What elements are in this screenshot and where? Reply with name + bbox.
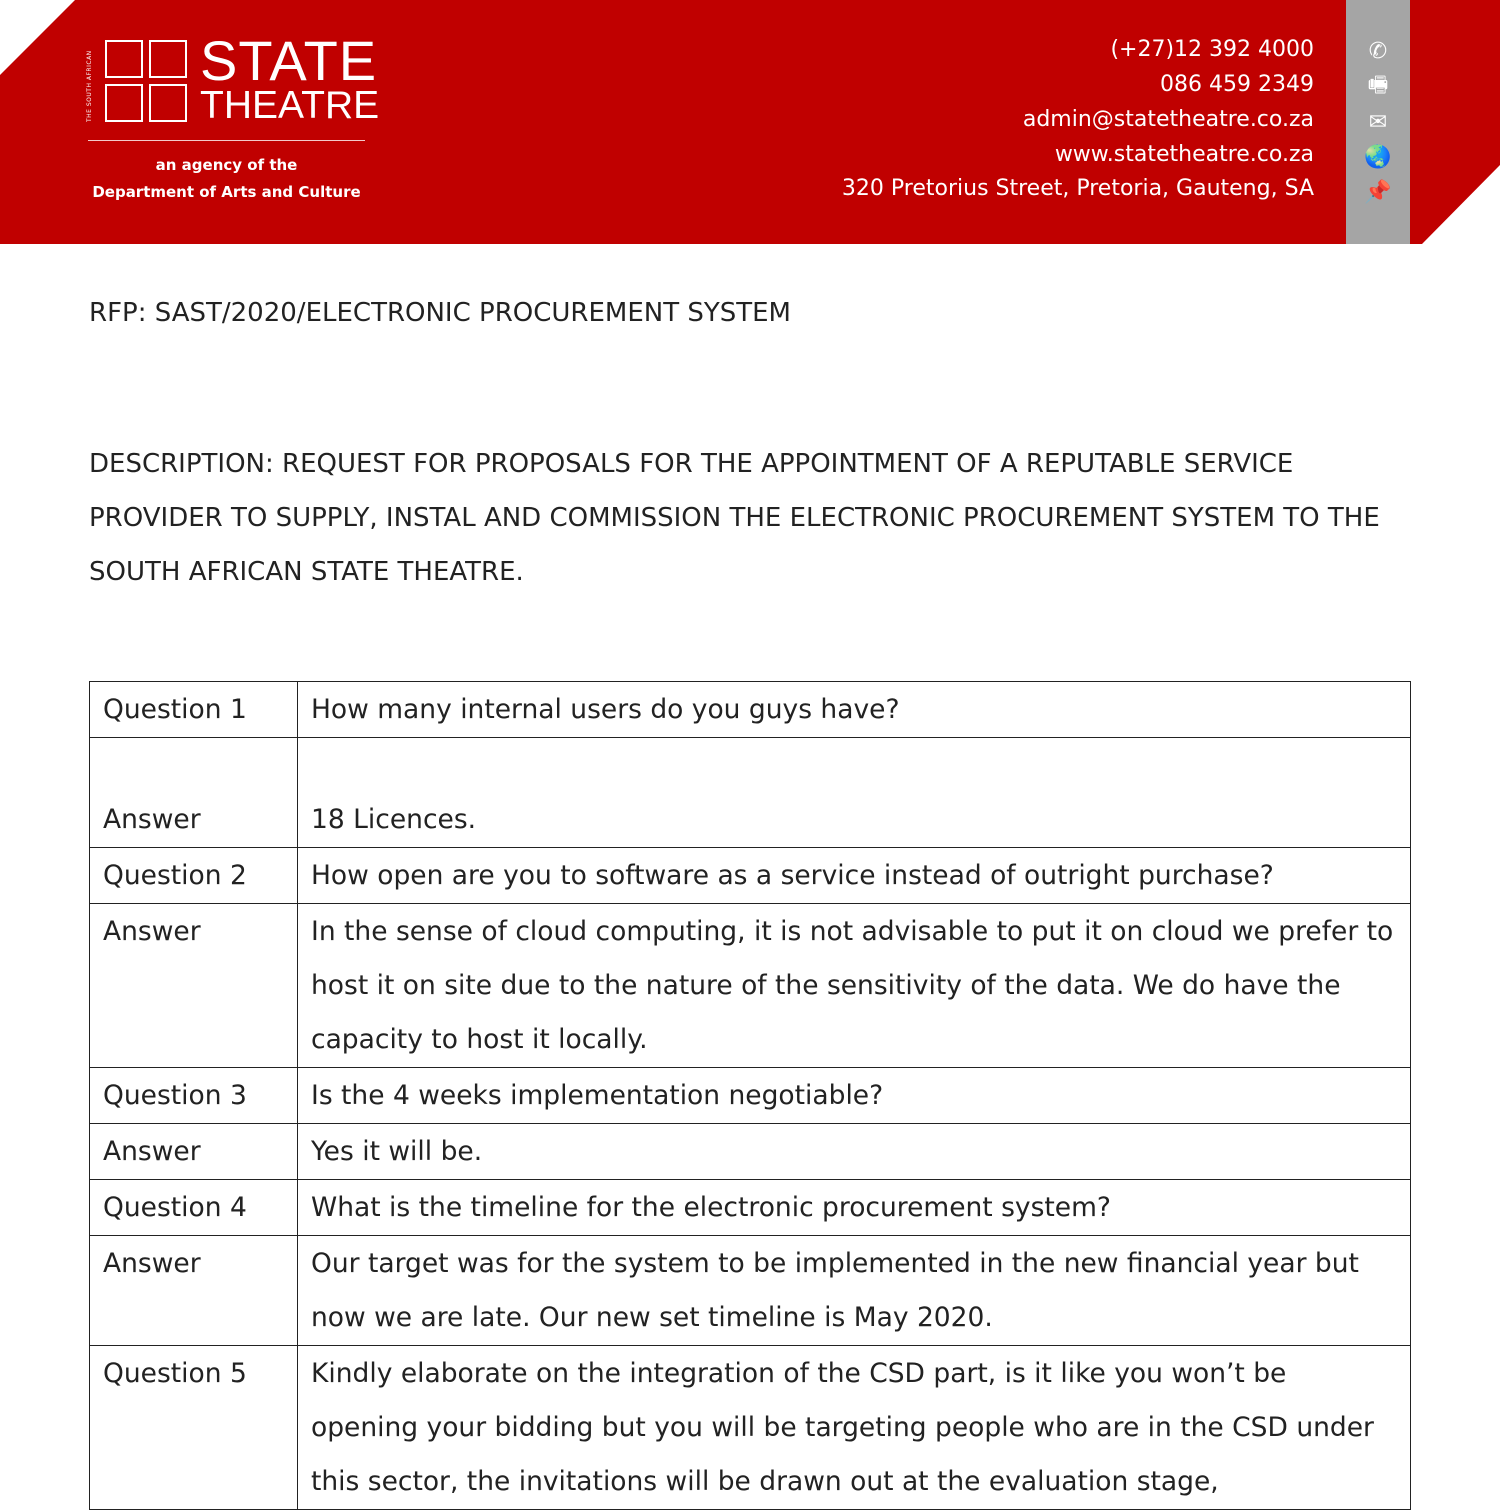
pin-icon: 📌 <box>1364 179 1392 205</box>
row-label: Answer <box>90 904 298 1068</box>
row-text: Is the 4 weeks implementation negotiable? <box>298 1068 1411 1124</box>
row-text: How open are you to software as a service instead of outright purchase? <box>298 848 1411 904</box>
table-row <box>90 738 1411 848</box>
row-label: Question 4 <box>90 1180 298 1236</box>
globe-icon: 🌏 <box>1364 144 1392 170</box>
contact-address: 320 Pretorius Street, Pretoria, Gauteng, SA <box>841 176 1314 201</box>
africa-tile-icon <box>149 40 187 78</box>
agency-line-1: an agency of the <box>155 156 298 174</box>
table-row <box>90 682 1411 738</box>
table-row <box>90 904 1411 1068</box>
agency-line-2: Department of Arts and Culture <box>92 183 361 201</box>
table-row <box>90 1124 1411 1180</box>
contact-website[interactable]: www.statetheatre.co.za <box>1054 142 1314 167</box>
row-label: Question 3 <box>90 1068 298 1124</box>
logo-divider <box>88 140 365 141</box>
qa-table <box>89 681 1411 1510</box>
mouth-tile-icon <box>149 84 187 122</box>
row-label: Answer <box>90 1124 298 1180</box>
phone-icon: ✆ <box>1368 38 1388 64</box>
row-text: 18 Licences. <box>298 738 1411 848</box>
logo-state: STATE <box>200 29 378 92</box>
logo-theatre: THEATRE <box>200 84 380 127</box>
table-row <box>90 1236 1411 1346</box>
mail-icon: ✉ <box>1368 109 1388 135</box>
row-text: How many internal users do you guys have? <box>298 682 1411 738</box>
table-row <box>90 1180 1411 1236</box>
table-row <box>90 848 1411 904</box>
rfp-reference: RFP: SAST/2020/ELECTRONIC PROCUREMENT SYSTEM <box>89 298 791 328</box>
rfp-description: DESCRIPTION: REQUEST FOR PROPOSALS FOR THE APPOINTMENT OF A REPUTABLE SERVICE PROVIDER TO SUPPLY, INSTAL AND COMMISSION THE ELECTRONIC PROCUREMENT SYSTEM TO THE SOUTH AFRICAN STATE THEATRE. <box>89 449 1380 587</box>
fax-icon: 🖷 <box>1367 73 1389 98</box>
row-text: In the sense of cloud computing, it is not advisable to put it on cloud we prefer to host it on site due to the nature of the sensitivity of the data. We do have the capacity to host it locally. <box>298 904 1411 1068</box>
row-text: What is the timeline for the electronic procurement system? <box>298 1180 1411 1236</box>
contact-phone: (+27)12 392 4000 <box>1110 37 1314 62</box>
row-label: Question 5 <box>90 1346 298 1510</box>
table-row <box>90 1068 1411 1124</box>
row-text: Kindly elaborate on the integration of the CSD part, is it like you won’t be opening your bidding but you will be targeting people who are in the CSD under this sector, the invitations will be drawn out at the evaluation stage, <box>298 1346 1411 1510</box>
contact-fax: 086 459 2349 <box>1160 72 1314 97</box>
row-text: Our target was for the system to be implemented in the new financial year but now we are late. Our new set timeline is May 2020. <box>298 1236 1411 1346</box>
contact-email[interactable]: admin@statetheatre.co.za <box>1022 107 1314 132</box>
ear-tile-icon <box>105 84 143 122</box>
row-label: Answer <box>90 738 298 848</box>
row-label: Question 1 <box>90 682 298 738</box>
logo-small-text: THE SOUTH AFRICAN <box>86 50 93 122</box>
logo-tiles <box>105 40 193 124</box>
eye-tile-icon <box>105 40 143 78</box>
row-label: Answer <box>90 1236 298 1346</box>
row-label: Question 2 <box>90 848 298 904</box>
row-text: Yes it will be. <box>298 1124 1411 1180</box>
table-row <box>90 1346 1411 1510</box>
